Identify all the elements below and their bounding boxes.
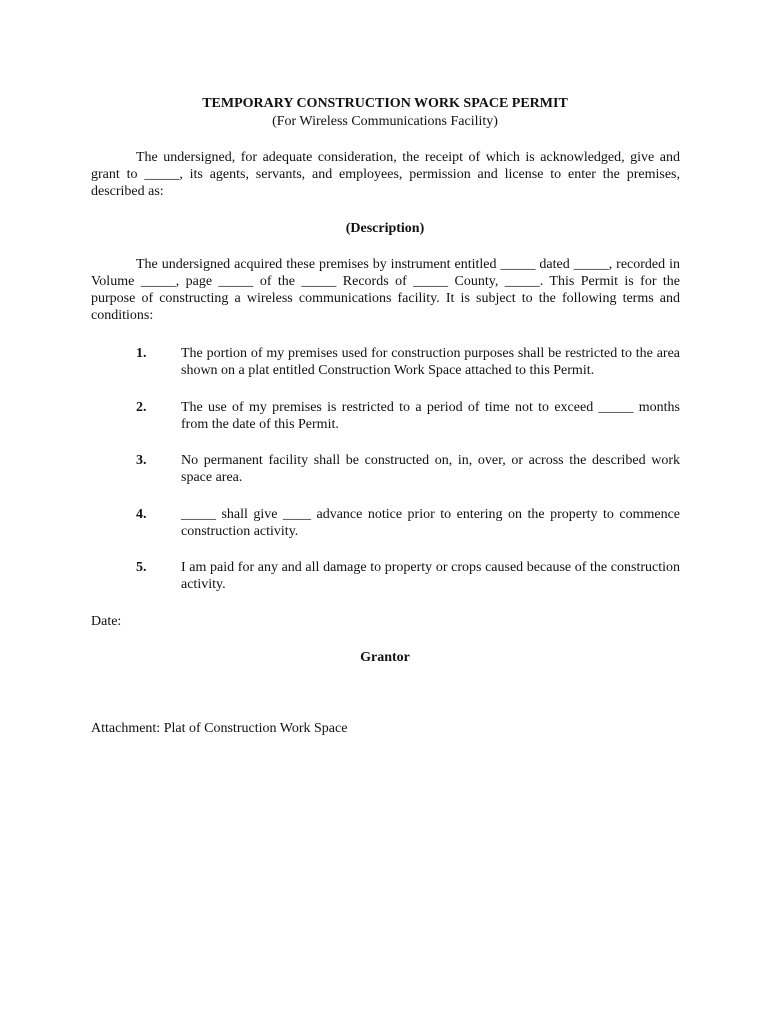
document-subtitle: (For Wireless Communications Facility) xyxy=(272,114,498,129)
term-number: 4. xyxy=(136,507,147,522)
intro-text: The undersigned, for adequate consideration, the receipt of which is acknowledged, give and grant to _____, its agents, servants, and employees, permission and license to enter the premises, described as: xyxy=(91,150,680,199)
term-number: 1. xyxy=(136,346,147,361)
term-text: I am paid for any and all damage to property or crops caused because of the construction activity. xyxy=(181,560,680,592)
acquired-paragraph xyxy=(91,256,680,324)
date-label: Date: xyxy=(91,614,122,629)
term-text: The portion of my premises used for construction purposes shall be restricted to the area shown on a plat entitled Construction Work Space attached to this Permit. xyxy=(181,346,680,378)
acquired-text: The undersigned acquired these premises by instrument entitled _____ dated _____, recorded in Volume _____, page _____ of the _____ Records of _____ County, _____. This Permit is for the purpose of constructing a wireless communications facility. It is subject to the following terms and conditions: xyxy=(91,257,680,323)
grantor-label: Grantor xyxy=(360,650,410,665)
attachment-line: Attachment: Plat of Construction Work Space xyxy=(91,721,348,736)
description-heading: (Description) xyxy=(345,221,425,236)
intro-paragraph xyxy=(91,149,680,200)
term-number: 2. xyxy=(136,400,147,415)
term-text: _____ shall give ____ advance notice prior to entering on the property to commence construction activity. xyxy=(181,507,680,539)
term-number: 5. xyxy=(136,560,147,575)
term-number: 3. xyxy=(136,453,147,468)
document-title: TEMPORARY CONSTRUCTION WORK SPACE PERMIT xyxy=(202,96,568,111)
term-text: The use of my premises is restricted to a period of time not to exceed _____ months from the date of this Permit. xyxy=(181,400,680,432)
term-text: No permanent facility shall be constructed on, in, over, or across the described work space area. xyxy=(181,453,680,485)
